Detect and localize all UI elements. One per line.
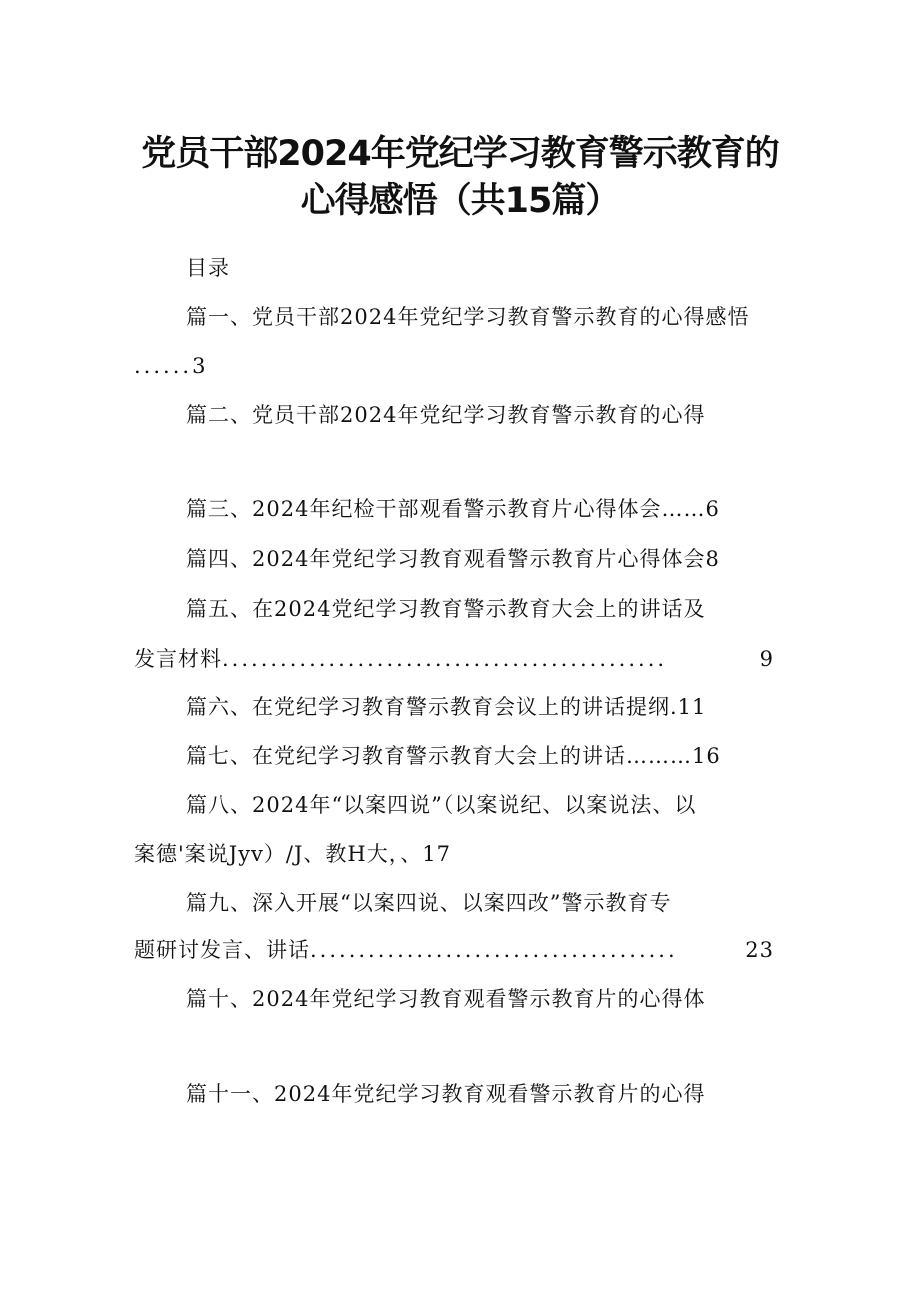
toc-entry-5[interactable]: 篇五、在2024党纪学习教育警示教育大会上的讲话及 — [186, 597, 706, 621]
toc-entry-7[interactable]: 篇七、在党纪学习教育警示教育大会上的讲话………16 — [186, 744, 721, 768]
toc-leader-dots: ...................................... — [310, 938, 678, 962]
toc-page-number: 9 — [759, 647, 774, 671]
toc-leader-dots: .............................................. — [222, 647, 668, 671]
toc-entry-5-line-2: 发言材料 — [134, 647, 222, 671]
toc-entry-1-continuation[interactable] — [134, 352, 206, 380]
toc-entry-3[interactable]: 篇三、2024年纪检干部观看警示教育片心得体会……6 — [186, 497, 720, 521]
toc-entry-8[interactable]: 篇八、2024年“以案四说”（以案说纪、以案说法、以 — [186, 793, 697, 817]
document-title-line-2: 心得感悟（共15篇） — [300, 181, 620, 221]
toc-entry-9-line-2: 题研讨发言、讲话 — [134, 938, 310, 962]
document-title-line-1: 党员干部2024年党纪学习教育警示教育的 — [141, 134, 779, 174]
toc-entry-9[interactable]: 篇九、深入开展“以案四说、以案四改”警示教育专 — [186, 891, 672, 915]
toc-entry-5-continuation[interactable] — [134, 645, 774, 673]
toc-entry-6[interactable]: 篇六、在党纪学习教育警示教育会议上的讲话提纲.11 — [186, 695, 707, 719]
toc-entry-8-line-2[interactable]: 案德'案说Jyv）/J、教H大，、17 — [134, 842, 451, 866]
toc-entry-11[interactable]: 篇十一、2024年党纪学习教育观看警示教育片的心得 — [186, 1082, 706, 1106]
toc-entry-4[interactable]: 篇四、2024年党纪学习教育观看警示教育片心得体会8 — [186, 547, 720, 571]
toc-heading: 目录 — [186, 256, 230, 280]
toc-entry-1[interactable]: 篇一、党员干部2024年党纪学习教育警示教育的心得感悟 — [186, 305, 750, 329]
toc-entry-2[interactable]: 篇二、党员干部2024年党纪学习教育警示教育的心得 — [186, 403, 706, 427]
toc-leader-dots: ...... — [134, 354, 193, 378]
toc-page-number: 23 — [745, 938, 774, 962]
toc-entry-10[interactable]: 篇十、2024年党纪学习教育观看警示教育片的心得体 — [186, 987, 706, 1011]
toc-entry-9-continuation[interactable] — [134, 936, 774, 964]
toc-page-number: 3 — [192, 354, 207, 378]
